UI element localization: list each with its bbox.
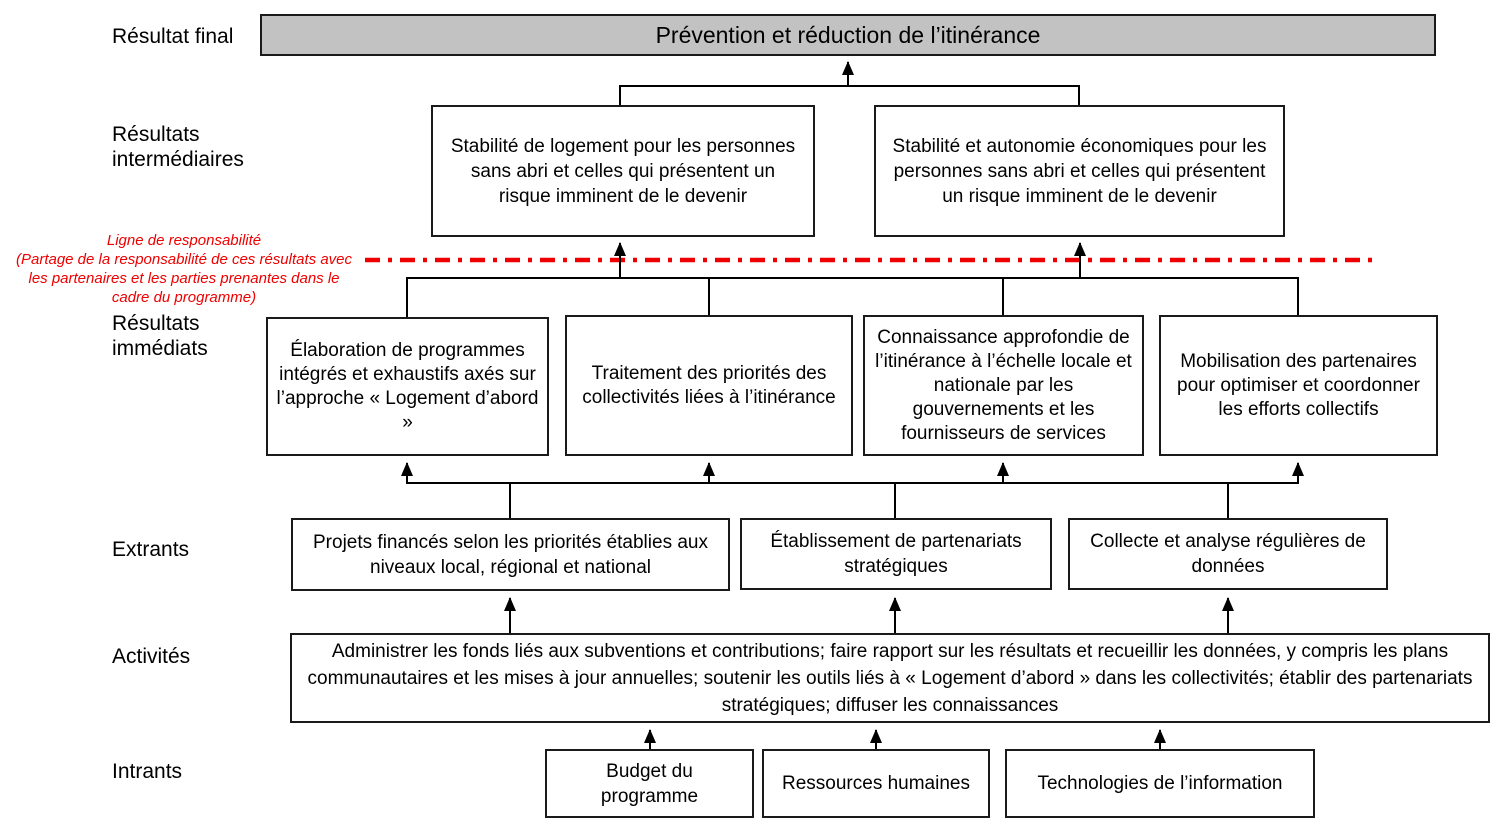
row-label-final-outcome: Résultat final [112,25,234,48]
box-output-partnerships: Établissement de partenariats stratégiques [740,518,1052,590]
box-activities: Administrer les fonds liés aux subventions et contributions; faire rapport sur les résultats et recueillir les données, y compris les plans communautaires et les mises à jour annuelles; soutenir les outils liés à « Logement d’abord » dans les collectivités; établir des partenariats stratégiques; diffuser les connaissances [290,633,1490,723]
box-immediate-outcome-knowledge: Connaissance approfondie de l’itinérance à l’échelle locale et nationale par les gouvernements et les fournisseurs de services [863,315,1144,456]
box-immediate-outcome-partners: Mobilisation des partenaires pour optimiser et coordonner les efforts collectifs [1159,315,1438,456]
accountability-note-detail: (Partage de la responsabilité de ces résultats avec les partenaires et les parties prenantes dans le cadre du programme) [15,251,353,306]
box-immediate-outcome-programs: Élaboration de programmes intégrés et exhaustifs axés sur l’approche « Logement d’abord » [266,317,549,456]
accountability-note [8,231,360,307]
box-output-funded-projects: Projets financés selon les priorités établies aux niveaux local, régional et national [291,518,730,591]
box-immediate-outcome-priorities: Traitement des priorités des collectivités liées à l’itinérance [565,315,853,456]
box-intermediate-outcome-housing: Stabilité de logement pour les personnes sans abri et celles qui présentent un risque imminent de le devenir [431,105,815,237]
box-input-information-technology: Technologies de l’information [1005,749,1315,818]
box-output-data-collection: Collecte et analyse régulières de données [1068,518,1388,590]
box-input-program-budget: Budget du programme [545,749,754,818]
box-intermediate-outcome-economic: Stabilité et autonomie économiques pour les personnes sans abri et celles qui présentent un risque imminent de le devenir [874,105,1285,237]
row-label-inputs: Intrants [112,760,183,783]
box-final-outcome: Prévention et réduction de l’itinérance [260,14,1436,56]
accountability-note-title: Ligne de responsabilité [106,232,262,249]
row-label-outputs: Extrants [112,538,190,561]
row-label-activities: Activités [112,645,191,668]
box-input-human-resources: Ressources humaines [762,749,990,818]
row-label-immediate-outcomes: Résultats immédiats [112,312,208,360]
row-label-intermediate-outcomes: Résultats intermédiaires [112,123,244,171]
